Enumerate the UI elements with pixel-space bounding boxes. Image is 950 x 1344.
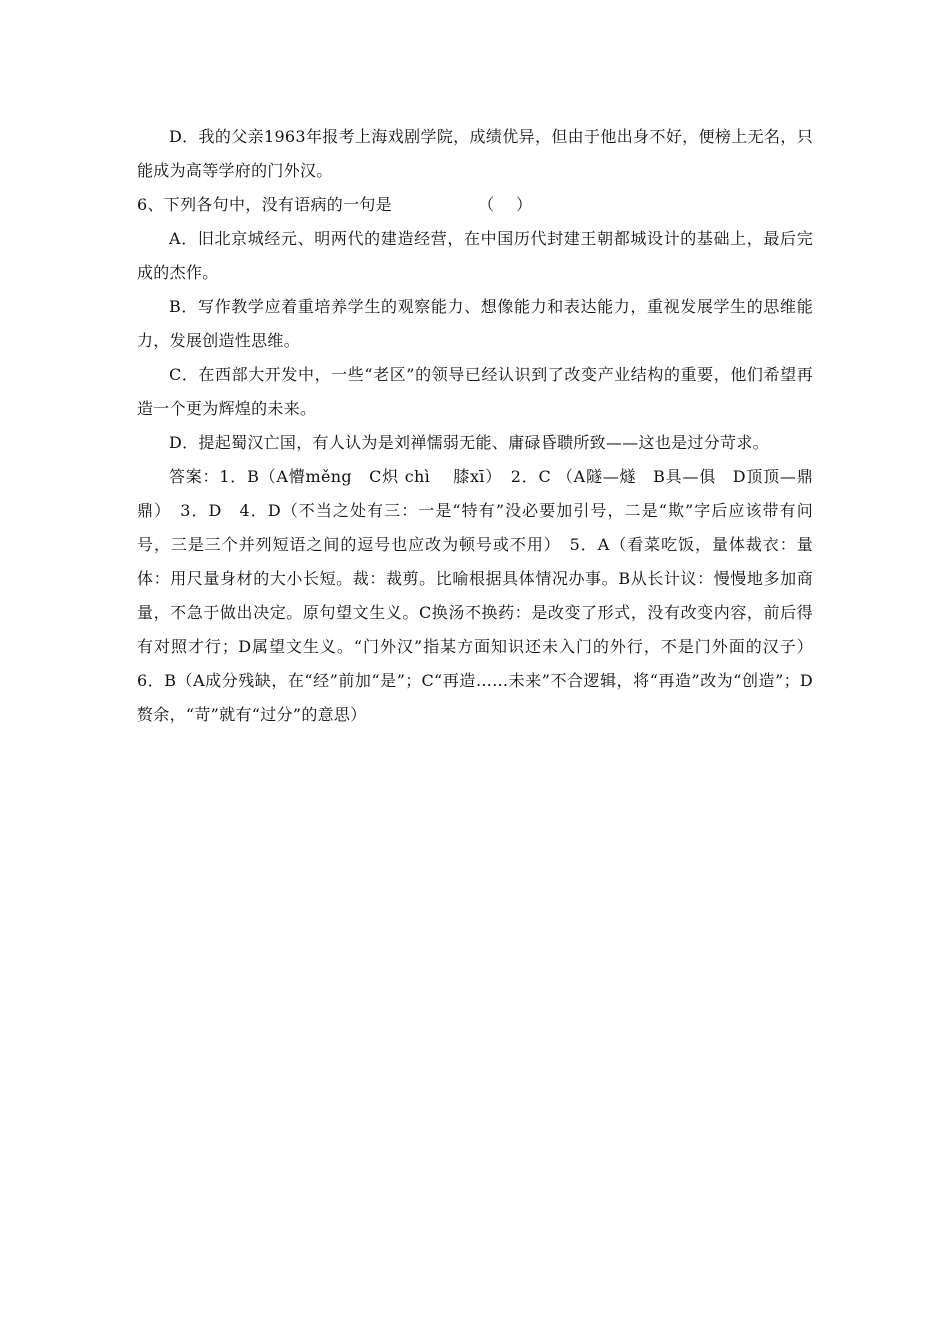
question-6-option-a: A．旧北京城经元、明两代的建造经营，在中国历代封建王朝都城设计的基础上，最后完成的杰作。 — [137, 229, 813, 282]
document-body — [137, 120, 813, 732]
question-6-option-b: B．写作教学应着重培养学生的观察能力、想像能力和表达能力，重视发展学生的思维能力，发展创造性思维。 — [137, 297, 813, 350]
question-6-stem: 6、下列各句中，没有语病的一句是 （ ） — [137, 195, 533, 214]
question-6-option-c: C．在西部大开发中，一些“老区”的领导已经认识到了改变产业结构的重要，他们希望再造一个更为辉煌的未来。 — [137, 365, 813, 418]
question-6-option-d: D．提起蜀汉亡国，有人认为是刘禅懦弱无能、庸碌昏聩所致——这也是过分苛求。 — [169, 433, 769, 452]
question-5-option-d: D．我的父亲1963年报考上海戏剧学院，成绩优异，但由于他出身不好，便榜上无名，只能成为高等学府的门外汉。 — [137, 127, 813, 180]
answer-key: 答案：1．B（A懵měng C炽 chì 膝xī） 2．C （A隧—燧 B具—俱 D顶顶—鼎鼎） 3．D 4．D（不当之处有三：一是“特有”没必要加引号，二是“欺”字后应该带有问号，三是三个并列短语之间的逗号也应改为顿号或不用） 5．A（看菜吃饭，量体裁衣：量体：用尺量身材的大小长短。裁：裁剪。比喻根据具体情况办事。B从长计议：慢慢地多加商量，不急于做出决定。原句望文生义。C换汤不换药：是改变了形式，没有改变内容，前后得有对照才行；D属望文生义。“门外汉”指某方面知识还未入门的外行，不是门外面的汉子）6．B（A成分残缺，在“经”前加“是”；C“再造……未来”不合逻辑，将“再造”改为“创造”；D赘余，“苛”就有“过分”的意思） — [137, 467, 813, 724]
